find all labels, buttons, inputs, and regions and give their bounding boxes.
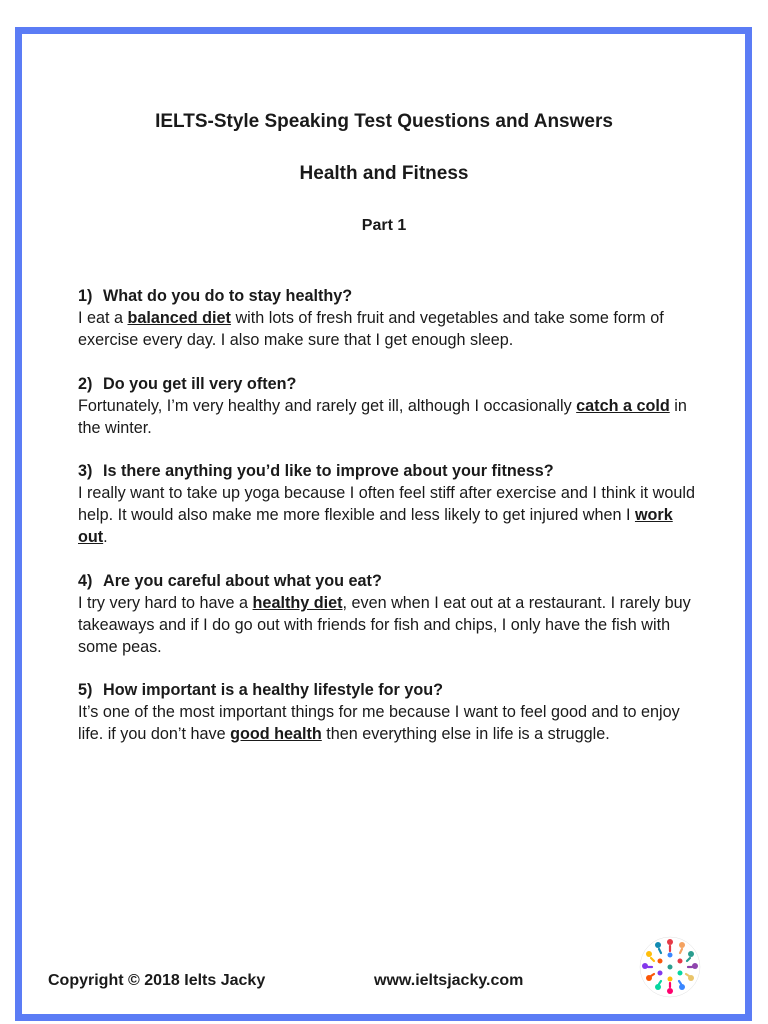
question-text: Do you get ill very often? [103,375,297,393]
answer-text: with lots of fresh fruit and vegetables and take some form of exercise every day. I also make sure that I get enough sleep. [78,309,664,349]
answer-key-phrase: balanced diet [127,309,231,327]
answer-key-phrase: work out [78,506,673,546]
answer-text: in the winter. [78,397,687,437]
qa-item-4 [78,570,698,658]
answer-key-phrase: healthy diet [252,594,343,612]
answer-text: It’s one of the most important things for me because I want to feel good and to enjoy life. if you don’t have [78,703,680,743]
question [78,285,698,307]
question [78,460,698,482]
page-title: IELTS-Style Speaking Test Questions and Answers [155,111,613,132]
answer-text: , even when I eat out at a restaurant. I rarely buy takeaways and if I do go out with friends for fish and chips, I only have the fish with some peas. [78,594,691,656]
answer [78,482,698,548]
answer-text: Fortunately, I’m very healthy and rarely get ill, although I occasionally [78,397,577,415]
question-text: Are you careful about what you eat? [103,572,382,590]
people-globe-logo-icon [638,935,702,999]
answer [78,701,698,745]
question-text: What do you do to stay healthy? [103,287,353,305]
answer-text: then everything else in life is a struggle. [321,725,610,743]
copyright-text: Copyright © 2018 Ielts Jacky [48,972,266,989]
qa-item-3 [78,460,698,548]
answer [78,395,698,439]
question-number: 1) [78,287,93,305]
page-subtitle: Health and Fitness [299,163,469,184]
question-number: 3) [78,462,93,480]
question [78,570,698,592]
question-text: Is there anything you’d like to improve about your fitness? [103,462,554,480]
qa-item-2 [78,373,698,439]
question-text: How important is a healthy lifestyle for you? [103,681,443,699]
answer [78,307,698,351]
answer-text: I try very hard to have a [78,594,253,612]
question [78,373,698,395]
website-link[interactable]: www.ieltsjacky.com [374,972,524,989]
part-heading: Part 1 [361,217,407,234]
answer-text: I eat a [78,309,128,327]
answer-key-phrase: good health [230,725,322,743]
question-number: 2) [78,375,93,393]
answer-key-phrase: catch a cold [576,397,670,415]
answer-text: I really want to take up yoga because I often feel stiff after exercise and I think it would help. It would also make me more flexible and less likely to get injured when I [78,484,695,524]
answer-text: . [103,528,108,546]
question [78,679,698,701]
question-number: 5) [78,681,93,699]
qa-item-5 [78,679,698,745]
question-number: 4) [78,572,93,590]
answer [78,592,698,658]
qa-item-1 [78,285,698,351]
